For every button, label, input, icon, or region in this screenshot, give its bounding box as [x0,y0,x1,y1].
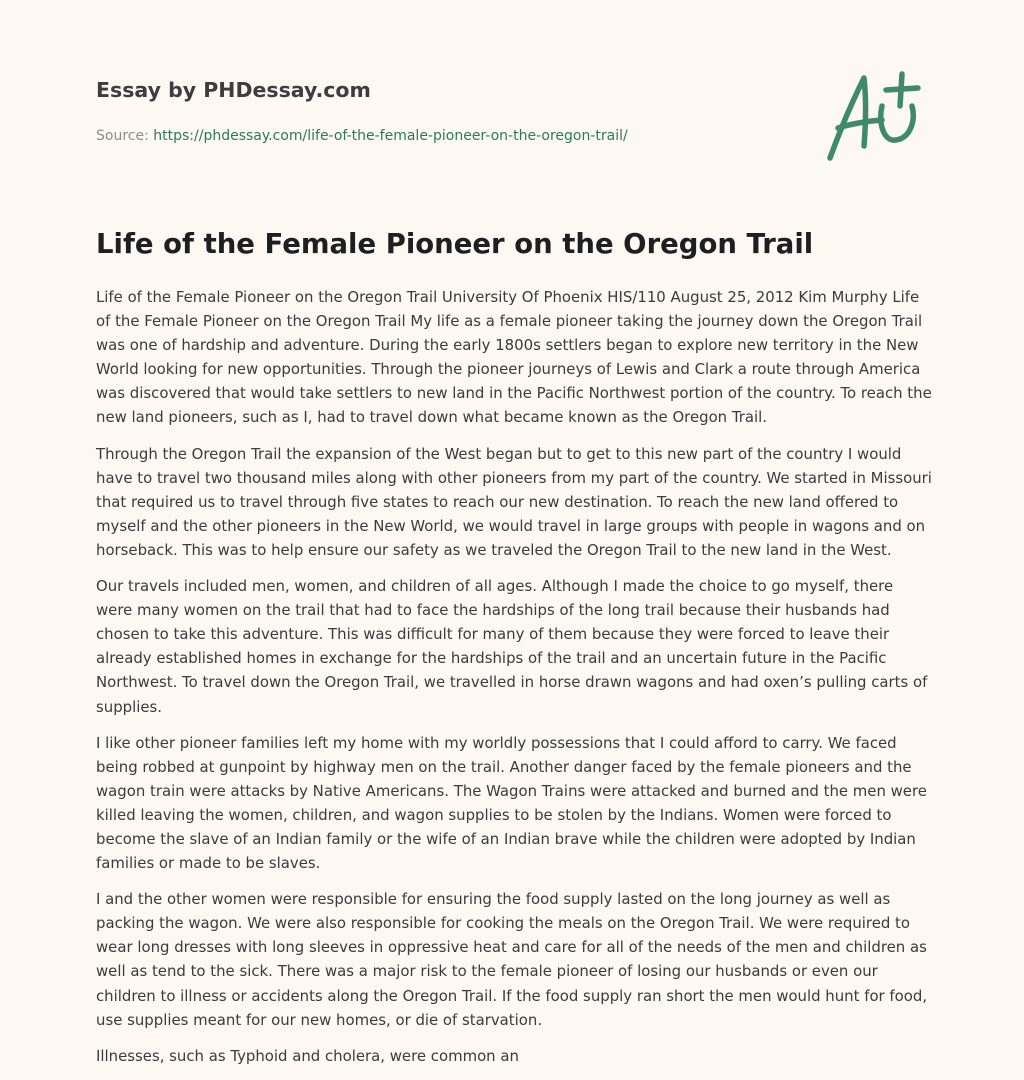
essay-paragraph: Through the Oregon Trail the expansion of the West began but to get to this new part of the country I would have to travel two thousand miles along with other pioneers from my part of the country. We started in Missouri that required us to travel through five states to reach our new destination. To reach the new land offered to myself and the other pioneers in the New World, we would travel in large groups with people in wagons and on horseback. This was to help ensure our safety as we traveled the Oregon Trail to the new land in the West. [96,444,932,559]
source-link[interactable]: https://phdessay.com/life-of-the-female-pioneer-on-the-oregon-trail/ [153,128,628,144]
essay-paragraph: Illnesses, such as Typhoid and cholera, were common an [96,1046,519,1065]
source-line [96,126,796,146]
essay-title: Life of the Female Pioneer on the Oregon Trail [96,228,814,260]
essay-paragraph: Life of the Female Pioneer on the Oregon Trail University Of Phoenix HIS/110 August 25, 2012 Kim Murphy Life of the Female Pioneer on the Oregon Trail My life as a female pioneer taking the journey down the Oregon Trail was one of hardship and adventure. During the early 1800s settlers began to explore new territory in the New World looking for new opportunities. Through the pioneer journeys of Lewis and Clark a route through America was discovered that would take settlers to new land in the Pacific Northwest portion of the country. To reach the new land pioneers, such as I, had to travel down what became known as the Oregon Trail. [96,288,932,427]
a-plus-grade-icon [820,66,930,166]
essay-header [96,76,796,146]
essay-paragraph: I and the other women were responsible for ensuring the food supply lasted on the long journey as well as packing the wagon. We were also responsible for cooking the meals on the Oregon Trail. We were required to wear long dresses with long sleeves in oppressive heat and care for all of the needs of the men and children as well as tend to the sick. There was a major risk to the female pioneer of losing our husbands or even our children to illness or accidents along the Oregon Trail. If the food supply ran short the men would hunt for food, use supplies meant for our new homes, or die of starvation. [96,890,928,1029]
site-brand: Essay by PHDessay.com [96,78,371,102]
source-label: Source: [96,128,154,144]
essay-body [96,285,932,1080]
essay-paragraph: Our travels included men, women, and children of all ages. Although I made the choice to go myself, there were many women on the trail that had to face the hardships of the long trail because their husbands had chosen to take this adventure. This was difficult for many of them because they were forced to leave their already established homes in exchange for the hardships of the trail and an uncertain future in the Pacific Northwest. To travel down the Oregon Trail, we travelled in horse drawn wagons and had oxen’s pulling carts of supplies. [96,577,928,716]
essay-paragraph: I like other pioneer families left my home with my worldly possessions that I could afford to carry. We faced being robbed at gunpoint by highway men on the trail. Another danger faced by the female pioneers and the wagon train were attacks by Native Americans. The Wagon Trains were attacked and burned and the men were killed leaving the women, children, and wagon supplies to be stolen by the Indians. Women were forced to become the slave of an Indian family or the wife of an Indian brave while the children were adopted by Indian families or made to be slaves. [96,733,927,873]
